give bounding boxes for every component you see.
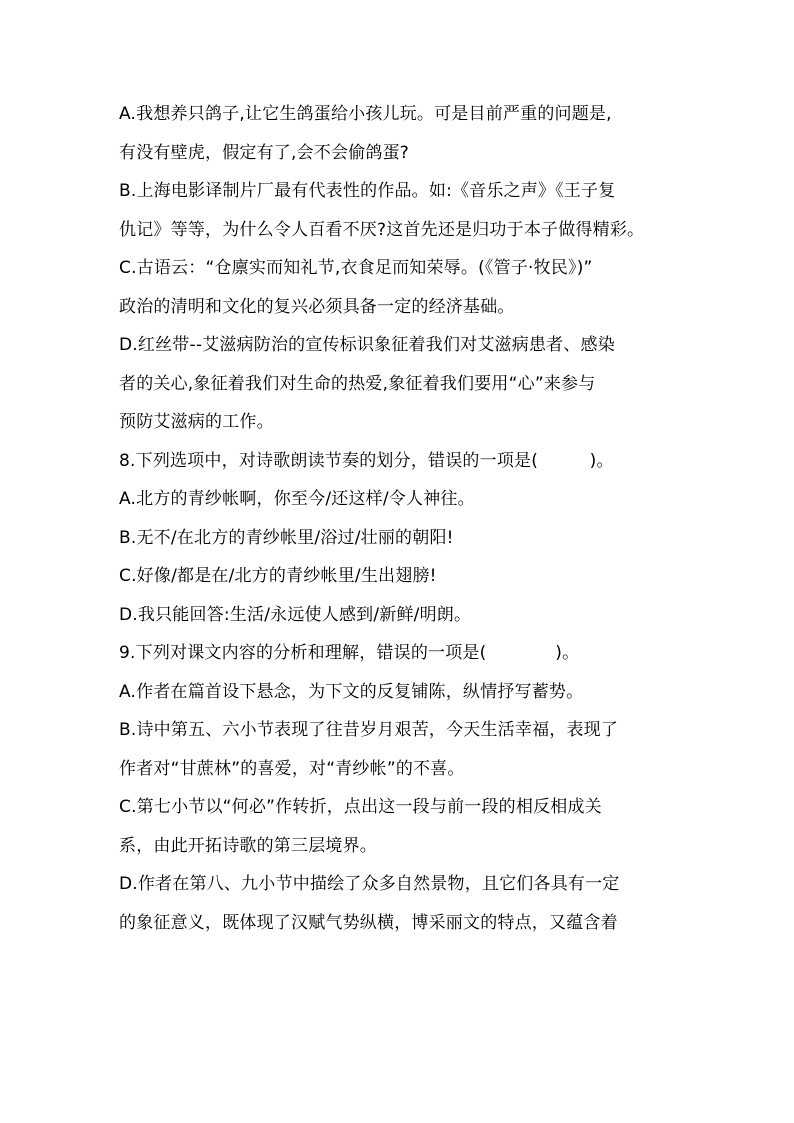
option-line: A.作者在篇首设下悬念，为下文的反复铺陈，纵情抒写蓄势。 (119, 681, 584, 702)
option-line: 作者对“甘蔗林”的喜爱，对“青纱帐”的不喜。 (119, 758, 465, 779)
text-line: B.上海电影译制片厂最有代表性的作品。如:《音乐之声》《王子复 (119, 181, 616, 201)
text-line: 政治的清明和文化的复兴必须具备一定的经济基础。 (119, 296, 515, 317)
question-8: 8.下列选项中，对诗歌朗读节奏的划分，错误的一项是( )。 (119, 450, 614, 471)
text-line: 者的关心,象征着我们对生命的热爱,象征着我们要用“心”来参与 (119, 373, 596, 394)
question-9: 9.下列对课文内容的分析和理解，错误的一项是( )。 (119, 643, 580, 663)
text-line: D.红丝带--艾滋病防治的宣传标识象征着我们对艾滋病患者、感染 (119, 335, 615, 355)
document-page (119, 104, 679, 951)
option-line: 的象征意义，既体现了汉赋气势纵横，博采丽文的特点，又蕴含着 (119, 912, 618, 933)
text-line: 有没有壁虎，假定有了,会不会偷鸽蛋? (119, 142, 410, 163)
option-line: C.第七小节以“何必”作转折，点出这一段与前一段的相反相成关 (119, 797, 602, 817)
option-line: B.诗中第五、六小节表现了往昔岁月艰苦，今天生活幸福，表现了 (119, 720, 619, 740)
option-line: D.作者在第八、九小节中描绘了众多自然景物，且它们各具有一定 (119, 874, 620, 894)
option-line: A.北方的青纱帐啊，你至今/还这样/令人神往。 (119, 489, 475, 509)
text-line: A.我想养只鸽子,让它生鸽蛋给小孩儿玩。可是目前严重的问题是, (119, 104, 612, 124)
text-line: 仇记》等等，为什么令人百看不厌?这首先还是归功于本子做得精彩。 (119, 219, 645, 240)
option-line: B.无不/在北方的青纱帐里/浴过/壮丽的朝阳! (119, 527, 454, 548)
text-line: 预防艾滋病的工作。 (119, 412, 274, 432)
option-line: 系，由此开拓诗歌的第三层境界。 (119, 835, 377, 856)
option-line: C.好像/都是在/北方的青纱帐里/生出翅膀! (119, 566, 437, 586)
text-line: C.古语云：“仓廪实而知礼节,衣食足而知荣辱。(《管子·牧民》)” (119, 258, 593, 278)
option-line: D.我只能回答:生活/永远使人感到/新鲜/明朗。 (119, 604, 472, 625)
